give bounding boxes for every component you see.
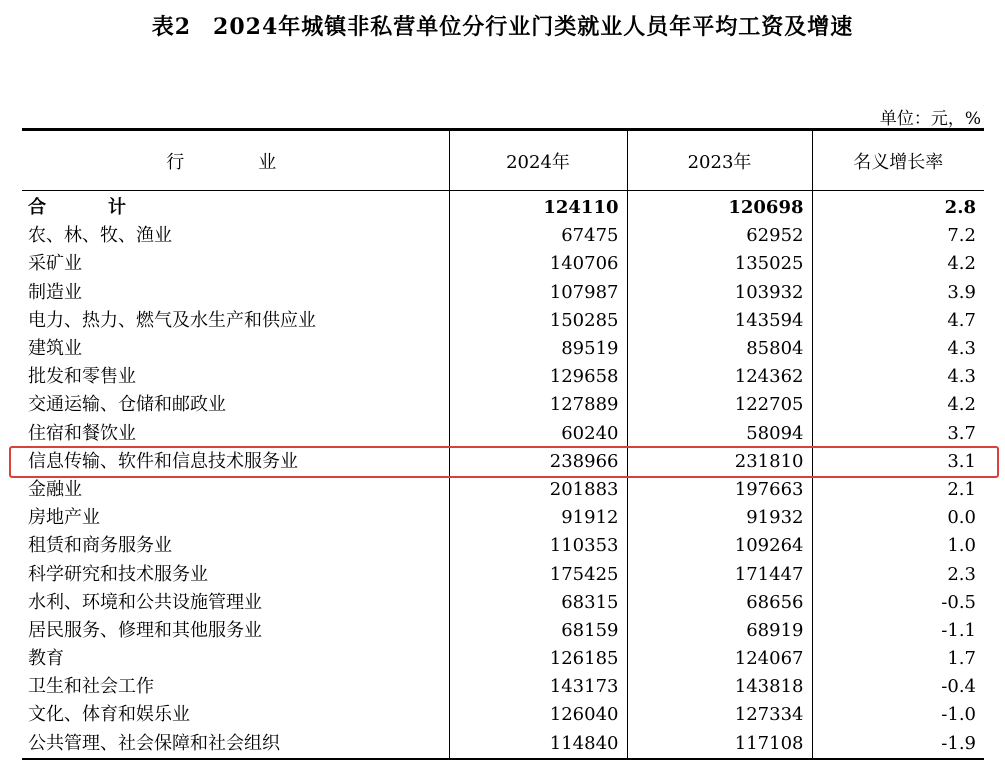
table-row (22, 701, 984, 729)
growth-cell: -1.1 (812, 617, 984, 645)
value-2023-cell: 171447 (627, 560, 812, 588)
value-2023-cell: 68656 (627, 589, 812, 617)
table-row (22, 560, 984, 588)
value-2024-cell: 140706 (449, 250, 627, 278)
value-2024-cell: 238966 (449, 448, 627, 476)
total-growth: 2.8 (812, 191, 984, 223)
value-2023-cell: 91932 (627, 504, 812, 532)
industry-cell: 水利、环境和公共设施管理业 (28, 591, 262, 613)
total-label: 合 计 (28, 197, 148, 219)
table-row (22, 532, 984, 560)
industry-cell: 房地产业 (28, 507, 100, 529)
industry-cell: 居民服务、修理和其他服务业 (28, 619, 262, 641)
table-row (22, 250, 984, 278)
value-2024-cell: 126185 (449, 645, 627, 673)
table-row (22, 363, 984, 391)
value-2024-cell: 150285 (449, 307, 627, 335)
value-2024-cell: 127889 (449, 391, 627, 419)
industry-cell: 文化、体育和娱乐业 (28, 704, 190, 726)
header-row (22, 130, 984, 191)
value-2023-cell: 62952 (627, 222, 812, 250)
value-2023-cell: 68919 (627, 617, 812, 645)
growth-cell: 1.7 (812, 645, 984, 673)
table-row (22, 617, 984, 645)
value-2023-cell: 124362 (627, 363, 812, 391)
header-growth: 名义增长率 (812, 130, 984, 191)
growth-cell: -1.9 (812, 730, 984, 759)
value-2024-cell: 89519 (449, 335, 627, 363)
wage-table (22, 128, 984, 760)
value-2023-cell: 58094 (627, 420, 812, 448)
growth-cell: -0.5 (812, 589, 984, 617)
growth-cell: 7.2 (812, 222, 984, 250)
industry-cell: 建筑业 (28, 338, 82, 360)
industry-cell: 科学研究和技术服务业 (28, 563, 208, 585)
value-2024-cell: 60240 (449, 420, 627, 448)
table-row (22, 645, 984, 673)
growth-cell: 4.7 (812, 307, 984, 335)
table-row (22, 279, 984, 307)
industry-cell: 批发和零售业 (28, 366, 136, 388)
industry-cell: 制造业 (28, 281, 82, 303)
growth-cell: 3.9 (812, 279, 984, 307)
value-2023-cell: 85804 (627, 335, 812, 363)
growth-cell: 2.1 (812, 476, 984, 504)
total-2023: 120698 (627, 191, 812, 223)
value-2024-cell: 175425 (449, 560, 627, 588)
growth-cell: 4.2 (812, 250, 984, 278)
table-row (22, 448, 984, 476)
value-2024-cell: 201883 (449, 476, 627, 504)
value-2023-cell: 124067 (627, 645, 812, 673)
total-row (22, 191, 984, 223)
header-industry: 行 业 (22, 130, 449, 191)
value-2024-cell: 143173 (449, 673, 627, 701)
table-title-text: 2024年城镇非私营单位分行业门类就业人员年平均工资及增速 (213, 14, 854, 40)
table-row (22, 476, 984, 504)
value-2024-cell: 68315 (449, 589, 627, 617)
growth-cell: 4.2 (812, 391, 984, 419)
table-row (22, 307, 984, 335)
value-2024-cell: 129658 (449, 363, 627, 391)
industry-cell: 租赁和商务服务业 (28, 535, 172, 557)
value-2023-cell: 127334 (627, 701, 812, 729)
value-2023-cell: 231810 (627, 448, 812, 476)
growth-cell: -1.0 (812, 701, 984, 729)
industry-cell: 金融业 (28, 478, 82, 500)
unit-note: 单位：元，% (879, 109, 981, 129)
value-2024-cell: 67475 (449, 222, 627, 250)
industry-cell: 采矿业 (28, 253, 82, 275)
table-title (0, 10, 1005, 41)
value-2023-cell: 117108 (627, 730, 812, 759)
value-2024-cell: 68159 (449, 617, 627, 645)
value-2023-cell: 197663 (627, 476, 812, 504)
industry-cell: 信息传输、软件和信息技术服务业 (28, 450, 298, 472)
value-2023-cell: 122705 (627, 391, 812, 419)
growth-cell: 4.3 (812, 363, 984, 391)
value-2023-cell: 109264 (627, 532, 812, 560)
growth-cell: 4.3 (812, 335, 984, 363)
table-row (22, 335, 984, 363)
value-2024-cell: 91912 (449, 504, 627, 532)
value-2024-cell: 126040 (449, 701, 627, 729)
industry-cell: 公共管理、社会保障和社会组织 (28, 732, 280, 754)
table-row (22, 222, 984, 250)
value-2023-cell: 143818 (627, 673, 812, 701)
growth-cell: 0.0 (812, 504, 984, 532)
table-row (22, 589, 984, 617)
industry-cell: 卫生和社会工作 (28, 676, 154, 698)
growth-cell: 3.7 (812, 420, 984, 448)
growth-cell: -0.4 (812, 673, 984, 701)
table-row (22, 673, 984, 701)
industry-cell: 交通运输、仓储和邮政业 (28, 394, 226, 416)
industry-cell: 电力、热力、燃气及水生产和供应业 (28, 309, 316, 331)
value-2024-cell: 114840 (449, 730, 627, 759)
value-2023-cell: 135025 (627, 250, 812, 278)
industry-cell: 教育 (28, 648, 64, 670)
value-2023-cell: 103932 (627, 279, 812, 307)
table-row (22, 730, 984, 759)
header-2023: 2023年 (627, 130, 812, 191)
header-2024: 2024年 (449, 130, 627, 191)
industry-cell: 住宿和餐饮业 (28, 422, 136, 444)
table-row (22, 504, 984, 532)
table-row (22, 420, 984, 448)
value-2023-cell: 143594 (627, 307, 812, 335)
table-row (22, 391, 984, 419)
table-number: 表2 (151, 14, 192, 40)
industry-cell: 农、林、牧、渔业 (28, 225, 172, 247)
value-2024-cell: 107987 (449, 279, 627, 307)
value-2024-cell: 110353 (449, 532, 627, 560)
total-2024: 124110 (449, 191, 627, 223)
growth-cell: 1.0 (812, 532, 984, 560)
growth-cell: 2.3 (812, 560, 984, 588)
growth-cell: 3.1 (812, 448, 984, 476)
